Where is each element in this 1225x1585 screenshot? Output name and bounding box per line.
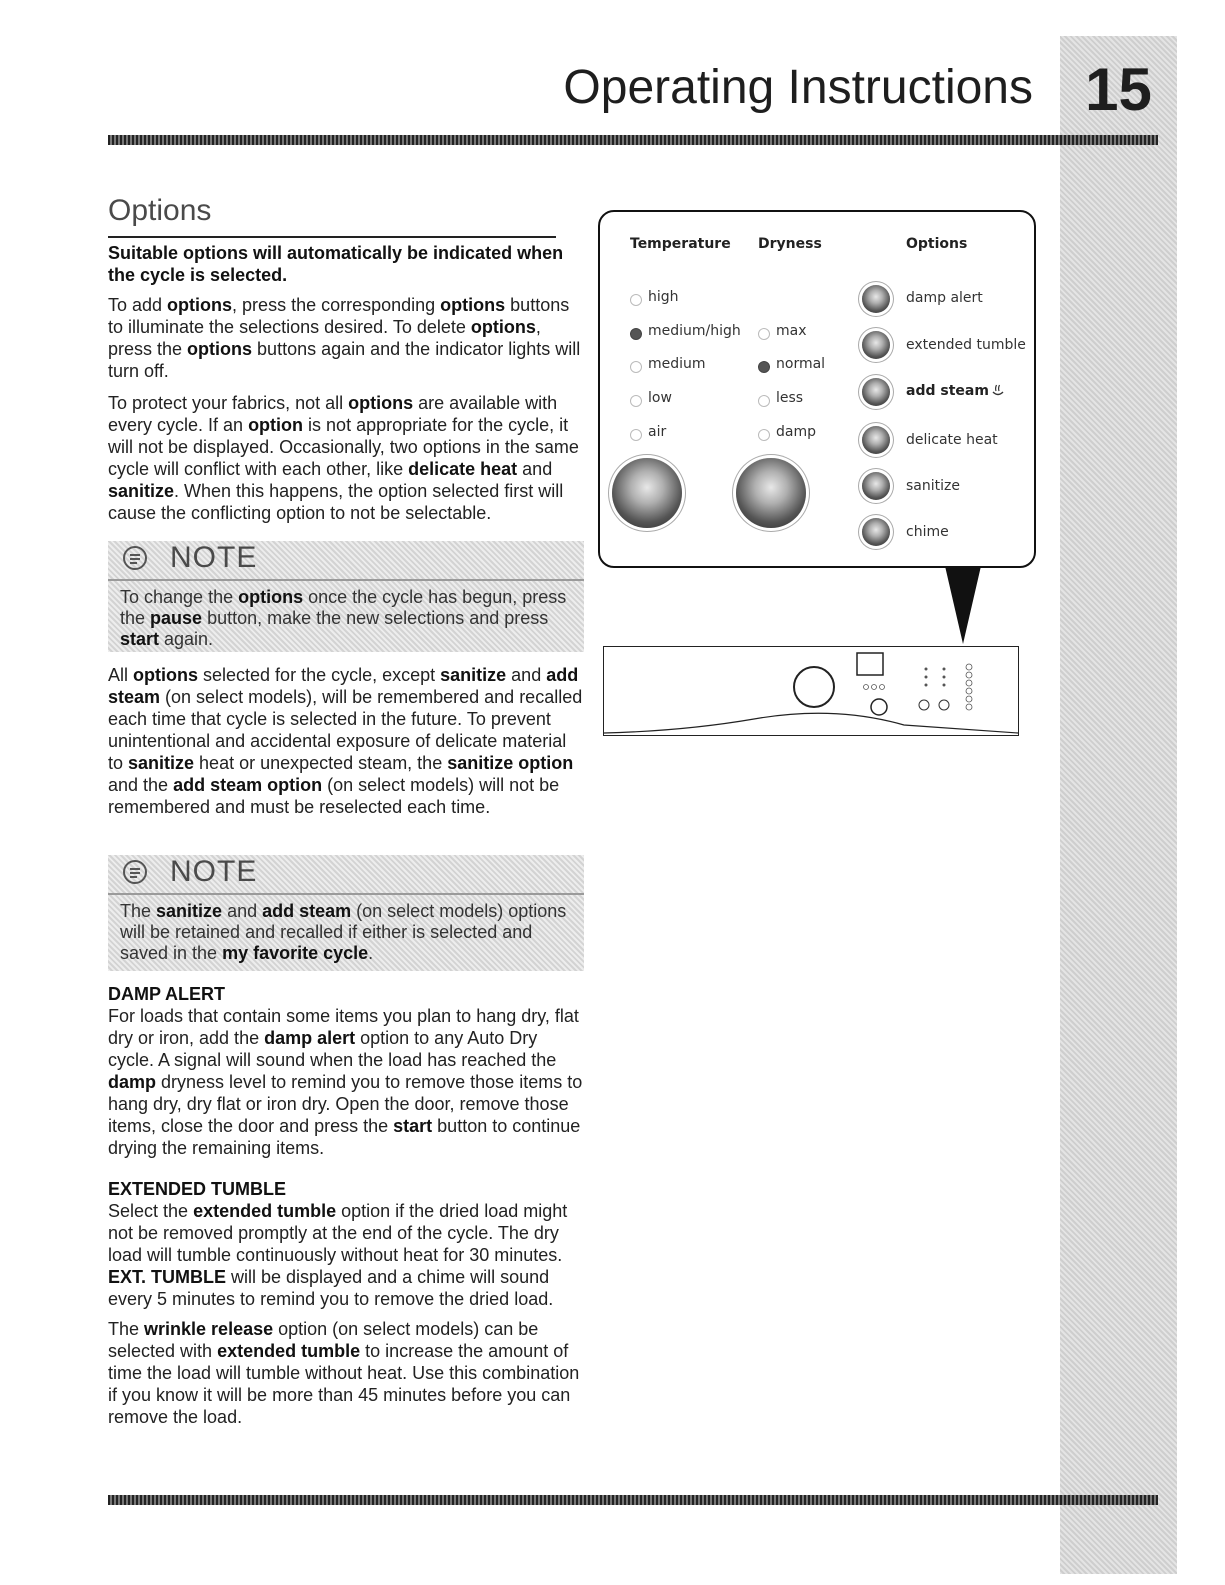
extended-tumble-section [108, 1178, 584, 1428]
text-run: (on select models), will be remembered and recalled each time that cycle is selected in the future. To prevent unintentional and accidental exposure of delicate material to [108, 687, 583, 773]
pointer-arrow [945, 566, 981, 644]
bold-term: sanitize [128, 753, 195, 773]
text-run: , press the corresponding [232, 295, 441, 315]
note-divider [108, 893, 584, 895]
options-para-3 [108, 664, 584, 818]
bold-term: extended tumble [217, 1341, 361, 1361]
steam-icon [990, 382, 1006, 398]
text-run: option if the dried load might not be removed promptly at the end of the cycle. The dry load will tumble continuously without heat for 30 minutes. [108, 1201, 568, 1265]
dry-label-damp: damp [776, 424, 816, 440]
text-run: to increase the amount of time the load will tumble without heat. Use this combination if you know it will be more than 45 minutes before you can remove the load. [108, 1341, 580, 1427]
bold-term: damp alert [264, 1028, 356, 1048]
extended-tumble-button[interactable] [862, 331, 890, 359]
text-run: To change the [120, 587, 239, 607]
bold-term: sanitize [440, 665, 507, 685]
text-run: and the [108, 775, 174, 795]
bold-term: start [393, 1116, 433, 1136]
temp-lamp-air [630, 429, 642, 441]
bold-term: add steam option [173, 775, 323, 795]
text-run: and [222, 901, 263, 921]
text-run: button to continue drying the remaining items. [108, 1116, 581, 1158]
option-label-sanitize: sanitize [906, 478, 960, 494]
text-run: option to any Auto Dry cycle. A signal will sound when the load has reached the [108, 1028, 557, 1070]
section-title-options: Options [108, 194, 212, 227]
note-box-1 [108, 541, 584, 652]
text-run: . [368, 943, 374, 963]
dry-label-normal: normal [776, 356, 826, 372]
text-run: All [108, 665, 134, 685]
temp-lamp-medium [630, 361, 642, 373]
text-run: buttons to illuminate the selections desired. To delete [108, 295, 570, 337]
note-icon [122, 545, 148, 571]
dry-lamp-max [758, 328, 770, 340]
page-title: Operating Instructions [563, 61, 1033, 114]
dryness-header: Dryness [758, 236, 822, 252]
bold-term: damp [108, 1072, 157, 1092]
dry-lamp-damp [758, 429, 770, 441]
note-title: NOTE [170, 855, 258, 888]
bold-term: sanitize [108, 481, 175, 501]
temp-lamp-low [630, 395, 642, 407]
delicate-heat-button[interactable] [862, 426, 890, 454]
section-rule [108, 236, 556, 238]
text-run: once the cycle has begun, press the [120, 587, 567, 628]
damp-alert-section [108, 983, 584, 1159]
text-run: button, make the new selections and press [202, 608, 549, 628]
bold-term: sanitize [156, 901, 223, 921]
sanitize-button[interactable] [862, 472, 890, 500]
header-rule [108, 135, 1158, 145]
temp-label-high: high [648, 289, 679, 305]
dry-lamp-less [758, 395, 770, 407]
damp-alert-body [108, 1005, 584, 1159]
page-number: 15 [1085, 56, 1152, 123]
bold-term: options [133, 665, 199, 685]
text-run: For loads that contain some items you plan to hang dry, flat dry or iron, add the [108, 1006, 579, 1048]
dry-label-less: less [776, 390, 804, 406]
note-box-2 [108, 855, 584, 971]
text-run: is not appropriate for the cycle, it will not be displayed. Occasionally, two options in the same cycle will conflict with each other, like [108, 415, 579, 479]
bold-term: options [238, 587, 304, 607]
bold-term: option [248, 415, 304, 435]
text-run: selected for the cycle, except [198, 665, 441, 685]
text-run: are available with every cycle. If an [108, 393, 558, 435]
text-run: Select the [108, 1201, 194, 1221]
text-run: . When this happens, the option selected first will cause the conflicting option to not be selectable. [108, 481, 564, 523]
dry-lamp-normal [758, 361, 770, 373]
footer-rule [108, 1495, 1158, 1505]
temp-lamp-medium-high [630, 328, 642, 340]
bold-term: options [470, 317, 536, 337]
extended-tumble-heading: EXTENDED TUMBLE [108, 1179, 287, 1199]
bold-term: my favorite cycle [222, 943, 369, 963]
note-body [108, 587, 584, 656]
text-run: dryness level to remind you to remove those items to hang dry, dry flat or iron dry. Open the door, remove those items, close the door and press the [108, 1072, 583, 1136]
damp-alert-heading: DAMP ALERT [108, 984, 225, 1004]
bold-term: EXT. TUMBLE [108, 1267, 227, 1287]
option-label-delicate-heat: delicate heat [906, 432, 998, 448]
temp-label-medium-high: medium/high [648, 323, 741, 339]
text-run: and [517, 459, 553, 479]
dryer-console-illustration [603, 646, 1019, 736]
temperature-header: Temperature [630, 236, 731, 252]
temperature-knob[interactable] [612, 458, 682, 528]
chime-button[interactable] [862, 518, 890, 546]
bold-term: pause [150, 608, 203, 628]
options-intro: Suitable options will automatically be indicated when the cycle is selected. [108, 243, 564, 285]
option-label-damp-alert: damp alert [906, 290, 983, 306]
damp-alert-button[interactable] [862, 285, 890, 313]
option-label-chime: chime [906, 524, 949, 540]
text-run: To protect your fabrics, not all [108, 393, 349, 413]
wrinkle-release-body [108, 1318, 584, 1428]
bold-term: start [120, 629, 160, 649]
note-icon [122, 859, 148, 885]
temp-lamp-high [630, 294, 642, 306]
bold-term: options [187, 339, 253, 359]
bold-term: extended tumble [193, 1201, 337, 1221]
option-label-add-steam: add steam [906, 383, 989, 399]
bold-term: options [167, 295, 233, 315]
text-run: To add [108, 295, 168, 315]
bold-term: options [348, 393, 414, 413]
text-run: heat or unexpected steam, the [194, 753, 448, 773]
options-header: Options [906, 236, 968, 252]
bold-term: delicate heat [408, 459, 518, 479]
text-run: will be displayed and a chime will sound every 5 minutes to remind you to remove the dried load. [108, 1267, 554, 1309]
text-run: option (on select models) can be selected with [108, 1319, 539, 1361]
bold-term: options [440, 295, 506, 315]
temp-label-air: air [648, 424, 667, 440]
temp-label-medium: medium [648, 356, 706, 372]
options-para-2 [108, 392, 584, 524]
bold-term: add steam [108, 665, 579, 707]
bold-term: sanitize option [447, 753, 574, 773]
add-steam-button[interactable] [862, 378, 890, 406]
text-run: (on select models) options will be retained and recalled if either is selected and saved in the [120, 901, 567, 963]
note-body [108, 901, 584, 970]
text-run: buttons again and the indicator lights will turn off. [108, 339, 581, 381]
text-run: again. [159, 629, 214, 649]
text-run: and [506, 665, 547, 685]
dry-label-max: max [776, 323, 807, 339]
extended-tumble-body [108, 1200, 584, 1310]
dryness-knob[interactable] [736, 458, 806, 528]
text-run: , press the [108, 317, 541, 359]
text-run: The [108, 1319, 145, 1339]
text-run: (on select models) will not be remembered and must be reselected each time. [108, 775, 560, 817]
option-label-extended-tumble: extended tumble [906, 337, 1026, 353]
temp-label-low: low [648, 390, 672, 406]
page-side-tab [1060, 36, 1177, 1574]
text-run: The [120, 901, 157, 921]
control-panel-diagram [598, 210, 1036, 568]
note-title: NOTE [170, 541, 258, 574]
options-para-1 [108, 294, 584, 382]
note-divider [108, 579, 584, 581]
bold-term: add steam [262, 901, 352, 921]
bold-term: wrinkle release [144, 1319, 274, 1339]
